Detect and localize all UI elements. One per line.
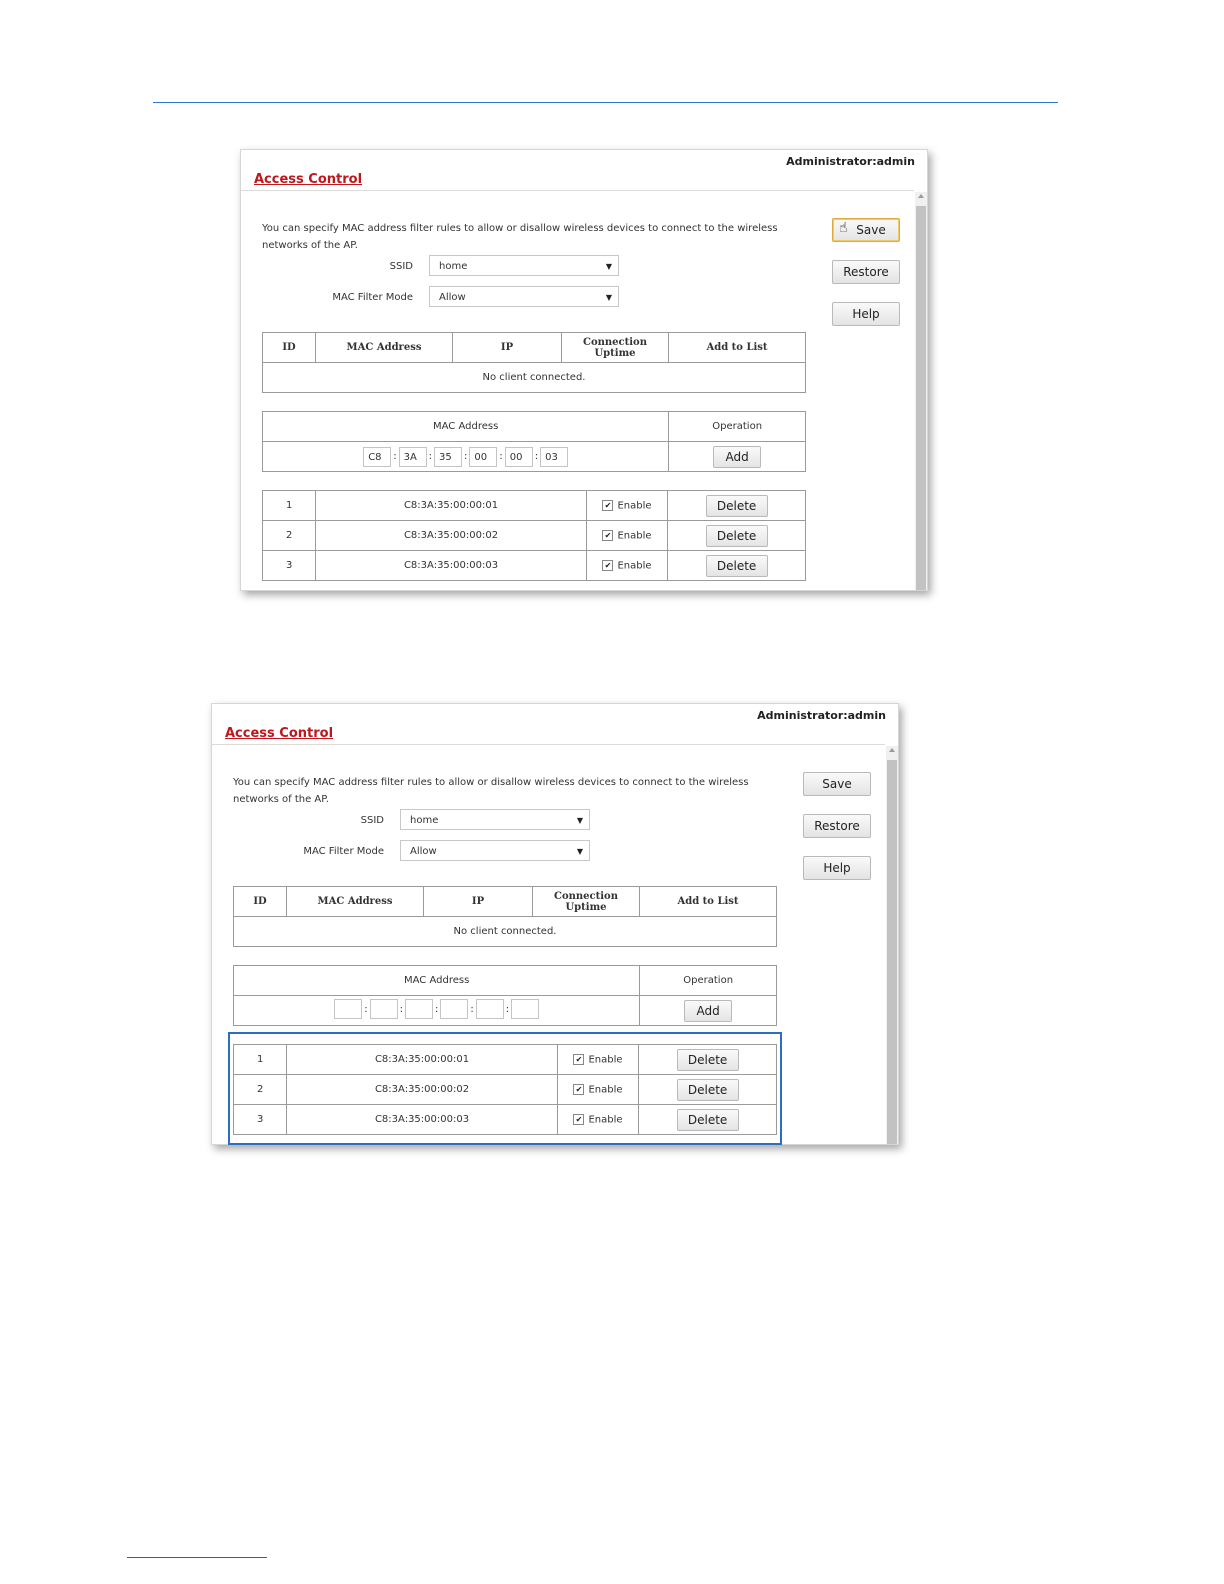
table-row xyxy=(263,521,806,551)
mac-filter-mode-value: Allow xyxy=(410,846,437,857)
checkmark-icon[interactable]: ✔ xyxy=(602,530,613,541)
scroll-thumb[interactable] xyxy=(916,206,926,590)
footer-divider xyxy=(127,1557,267,1558)
delete-button[interactable]: Delete xyxy=(706,525,768,547)
rule-operation xyxy=(639,1105,777,1135)
rule-enable[interactable]: ✔ Enable xyxy=(557,1105,638,1135)
header-mac-address: MAC Address xyxy=(287,887,424,917)
mac-octet-4-input[interactable]: 00 xyxy=(469,447,497,467)
mac-entry-cell xyxy=(263,442,669,472)
scroll-up-icon[interactable] xyxy=(918,194,924,198)
no-client-text: No client connected. xyxy=(263,363,806,393)
ssid-select[interactable] xyxy=(400,809,590,830)
add-button[interactable]: Add xyxy=(713,446,761,468)
rule-enable[interactable]: ✔ Enable xyxy=(557,1075,638,1105)
mac-octet-1-input[interactable] xyxy=(334,999,362,1019)
top-divider xyxy=(153,102,1058,103)
client-table-header xyxy=(263,333,806,363)
rule-operation xyxy=(668,491,806,521)
table-row xyxy=(234,1105,777,1135)
hand-pointer-icon: ☝ xyxy=(839,220,848,236)
access-control-screenshot-1 xyxy=(240,149,928,591)
help-button[interactable]: Help xyxy=(803,856,871,880)
delete-button[interactable]: Delete xyxy=(706,555,768,577)
page-title: Access Control xyxy=(225,726,334,741)
header-mac-address: MAC Address xyxy=(316,333,453,363)
delete-button[interactable]: Delete xyxy=(677,1049,739,1071)
client-table xyxy=(233,886,777,947)
table-row xyxy=(234,1045,777,1075)
scrollbar[interactable] xyxy=(886,746,898,1144)
mac-address-column-header: MAC Address xyxy=(263,412,669,442)
description-text: You can specify MAC address filter rules to allow or disallow wireless devices to connect to the wireless networks of the AP. xyxy=(233,777,749,805)
header-add-to-list: Add to List xyxy=(640,887,777,917)
mac-entry-header xyxy=(263,412,806,442)
rule-id: 2 xyxy=(234,1075,287,1105)
header-id: ID xyxy=(263,333,316,363)
rule-operation xyxy=(639,1075,777,1105)
delete-button[interactable]: Delete xyxy=(677,1079,739,1101)
rules-table xyxy=(262,490,806,581)
admin-label: Administrator:admin xyxy=(786,155,915,168)
rule-mac: C8:3A:35:00:00:02 xyxy=(316,521,586,551)
rule-mac: C8:3A:35:00:00:03 xyxy=(287,1105,557,1135)
no-client-text: No client connected. xyxy=(234,917,777,947)
rules-table xyxy=(233,1044,777,1135)
header-ip: IP xyxy=(453,333,562,363)
mac-address-input-group: C8 : 3A : 35 : 00 : 00 : 03 xyxy=(363,447,568,467)
table-row xyxy=(234,917,777,947)
restore-button[interactable]: Restore xyxy=(832,260,900,284)
rule-enable[interactable]: ✔ Enable xyxy=(557,1045,638,1075)
ssid-label: SSID xyxy=(360,815,384,826)
description-text: You can specify MAC address filter rules to allow or disallow wireless devices to connect to the wireless networks of the AP. xyxy=(262,223,778,251)
title-divider xyxy=(212,744,885,745)
triangle-down-icon: ▼ xyxy=(576,847,583,856)
table-row xyxy=(263,491,806,521)
header-connection-uptime: Connection Uptime xyxy=(562,333,669,363)
scroll-thumb[interactable] xyxy=(887,760,897,1144)
mac-entry-row xyxy=(263,442,806,472)
rule-id: 1 xyxy=(263,491,316,521)
mac-entry-table xyxy=(233,965,777,1026)
operation-column-header: Operation xyxy=(669,412,806,442)
rule-id: 3 xyxy=(234,1105,287,1135)
ssid-label: SSID xyxy=(389,261,413,272)
mac-octet-1-input[interactable]: C8 xyxy=(363,447,391,467)
mac-filter-mode-select[interactable] xyxy=(429,286,619,307)
save-button[interactable]: Save xyxy=(803,772,871,796)
ssid-value: home xyxy=(439,261,468,272)
rule-id: 1 xyxy=(234,1045,287,1075)
triangle-down-icon: ▼ xyxy=(576,816,583,825)
triangle-down-icon: ▼ xyxy=(605,293,612,302)
rule-enable[interactable]: ✔ Enable xyxy=(586,491,667,521)
rule-operation xyxy=(639,1045,777,1075)
rule-id: 2 xyxy=(263,521,316,551)
mac-octet-5-input[interactable]: 00 xyxy=(505,447,533,467)
table-row xyxy=(234,1075,777,1105)
rule-operation xyxy=(668,551,806,581)
delete-button[interactable]: Delete xyxy=(706,495,768,517)
header-ip: IP xyxy=(424,887,533,917)
header-id: ID xyxy=(234,887,287,917)
mac-address-input-group: : : : : : xyxy=(334,999,539,1019)
ssid-value: home xyxy=(410,815,439,826)
checkmark-icon[interactable]: ✔ xyxy=(573,1084,584,1095)
add-cell xyxy=(640,996,777,1026)
mac-entry-cell xyxy=(234,996,640,1026)
add-button[interactable]: Add xyxy=(684,1000,732,1022)
ssid-select[interactable] xyxy=(429,255,619,276)
mac-octet-3-input[interactable] xyxy=(405,999,433,1019)
restore-button[interactable]: Restore xyxy=(803,814,871,838)
operation-column-header: Operation xyxy=(640,966,777,996)
mac-octet-3-input[interactable]: 35 xyxy=(434,447,462,467)
rule-mac: C8:3A:35:00:00:01 xyxy=(316,491,586,521)
mac-filter-mode-label: MAC Filter Mode xyxy=(332,292,413,303)
checkmark-icon[interactable]: ✔ xyxy=(602,500,613,511)
access-control-screenshot-2 xyxy=(211,703,899,1145)
client-table xyxy=(262,332,806,393)
admin-label: Administrator:admin xyxy=(757,709,886,722)
title-divider xyxy=(241,190,914,191)
rule-mac: C8:3A:35:00:00:02 xyxy=(287,1075,557,1105)
mac-filter-mode-select[interactable] xyxy=(400,840,590,861)
scroll-up-icon[interactable] xyxy=(889,748,895,752)
mac-octet-4-input[interactable] xyxy=(440,999,468,1019)
rule-enable[interactable]: ✔ Enable xyxy=(586,521,667,551)
client-table-header xyxy=(234,887,777,917)
mac-octet-6-input[interactable]: 03 xyxy=(540,447,568,467)
rule-mac: C8:3A:35:00:00:03 xyxy=(316,551,586,581)
mac-octet-2-input[interactable] xyxy=(370,999,398,1019)
add-cell xyxy=(669,442,806,472)
table-row xyxy=(263,363,806,393)
mac-entry-table xyxy=(262,411,806,472)
mac-octet-2-input[interactable]: 3A xyxy=(399,447,427,467)
help-button[interactable]: Help xyxy=(832,302,900,326)
mac-address-column-header: MAC Address xyxy=(234,966,640,996)
rule-enable[interactable]: ✔ Enable xyxy=(586,551,667,581)
table-row xyxy=(263,551,806,581)
mac-octet-6-input[interactable] xyxy=(511,999,539,1019)
mac-filter-mode-value: Allow xyxy=(439,292,466,303)
rule-operation xyxy=(668,521,806,551)
save-button[interactable]: ☝ Save xyxy=(832,218,900,242)
delete-button[interactable]: Delete xyxy=(677,1109,739,1131)
checkmark-icon[interactable]: ✔ xyxy=(573,1054,584,1065)
page-title: Access Control xyxy=(254,172,363,187)
mac-filter-mode-label: MAC Filter Mode xyxy=(303,846,384,857)
checkmark-icon[interactable]: ✔ xyxy=(573,1114,584,1125)
checkmark-icon[interactable]: ✔ xyxy=(602,560,613,571)
mac-octet-5-input[interactable] xyxy=(476,999,504,1019)
header-add-to-list: Add to List xyxy=(669,333,806,363)
rule-id: 3 xyxy=(263,551,316,581)
mac-entry-row xyxy=(234,996,777,1026)
scrollbar[interactable] xyxy=(915,192,927,590)
header-connection-uptime: Connection Uptime xyxy=(533,887,640,917)
mac-entry-header xyxy=(234,966,777,996)
triangle-down-icon: ▼ xyxy=(605,262,612,271)
rule-mac: C8:3A:35:00:00:01 xyxy=(287,1045,557,1075)
